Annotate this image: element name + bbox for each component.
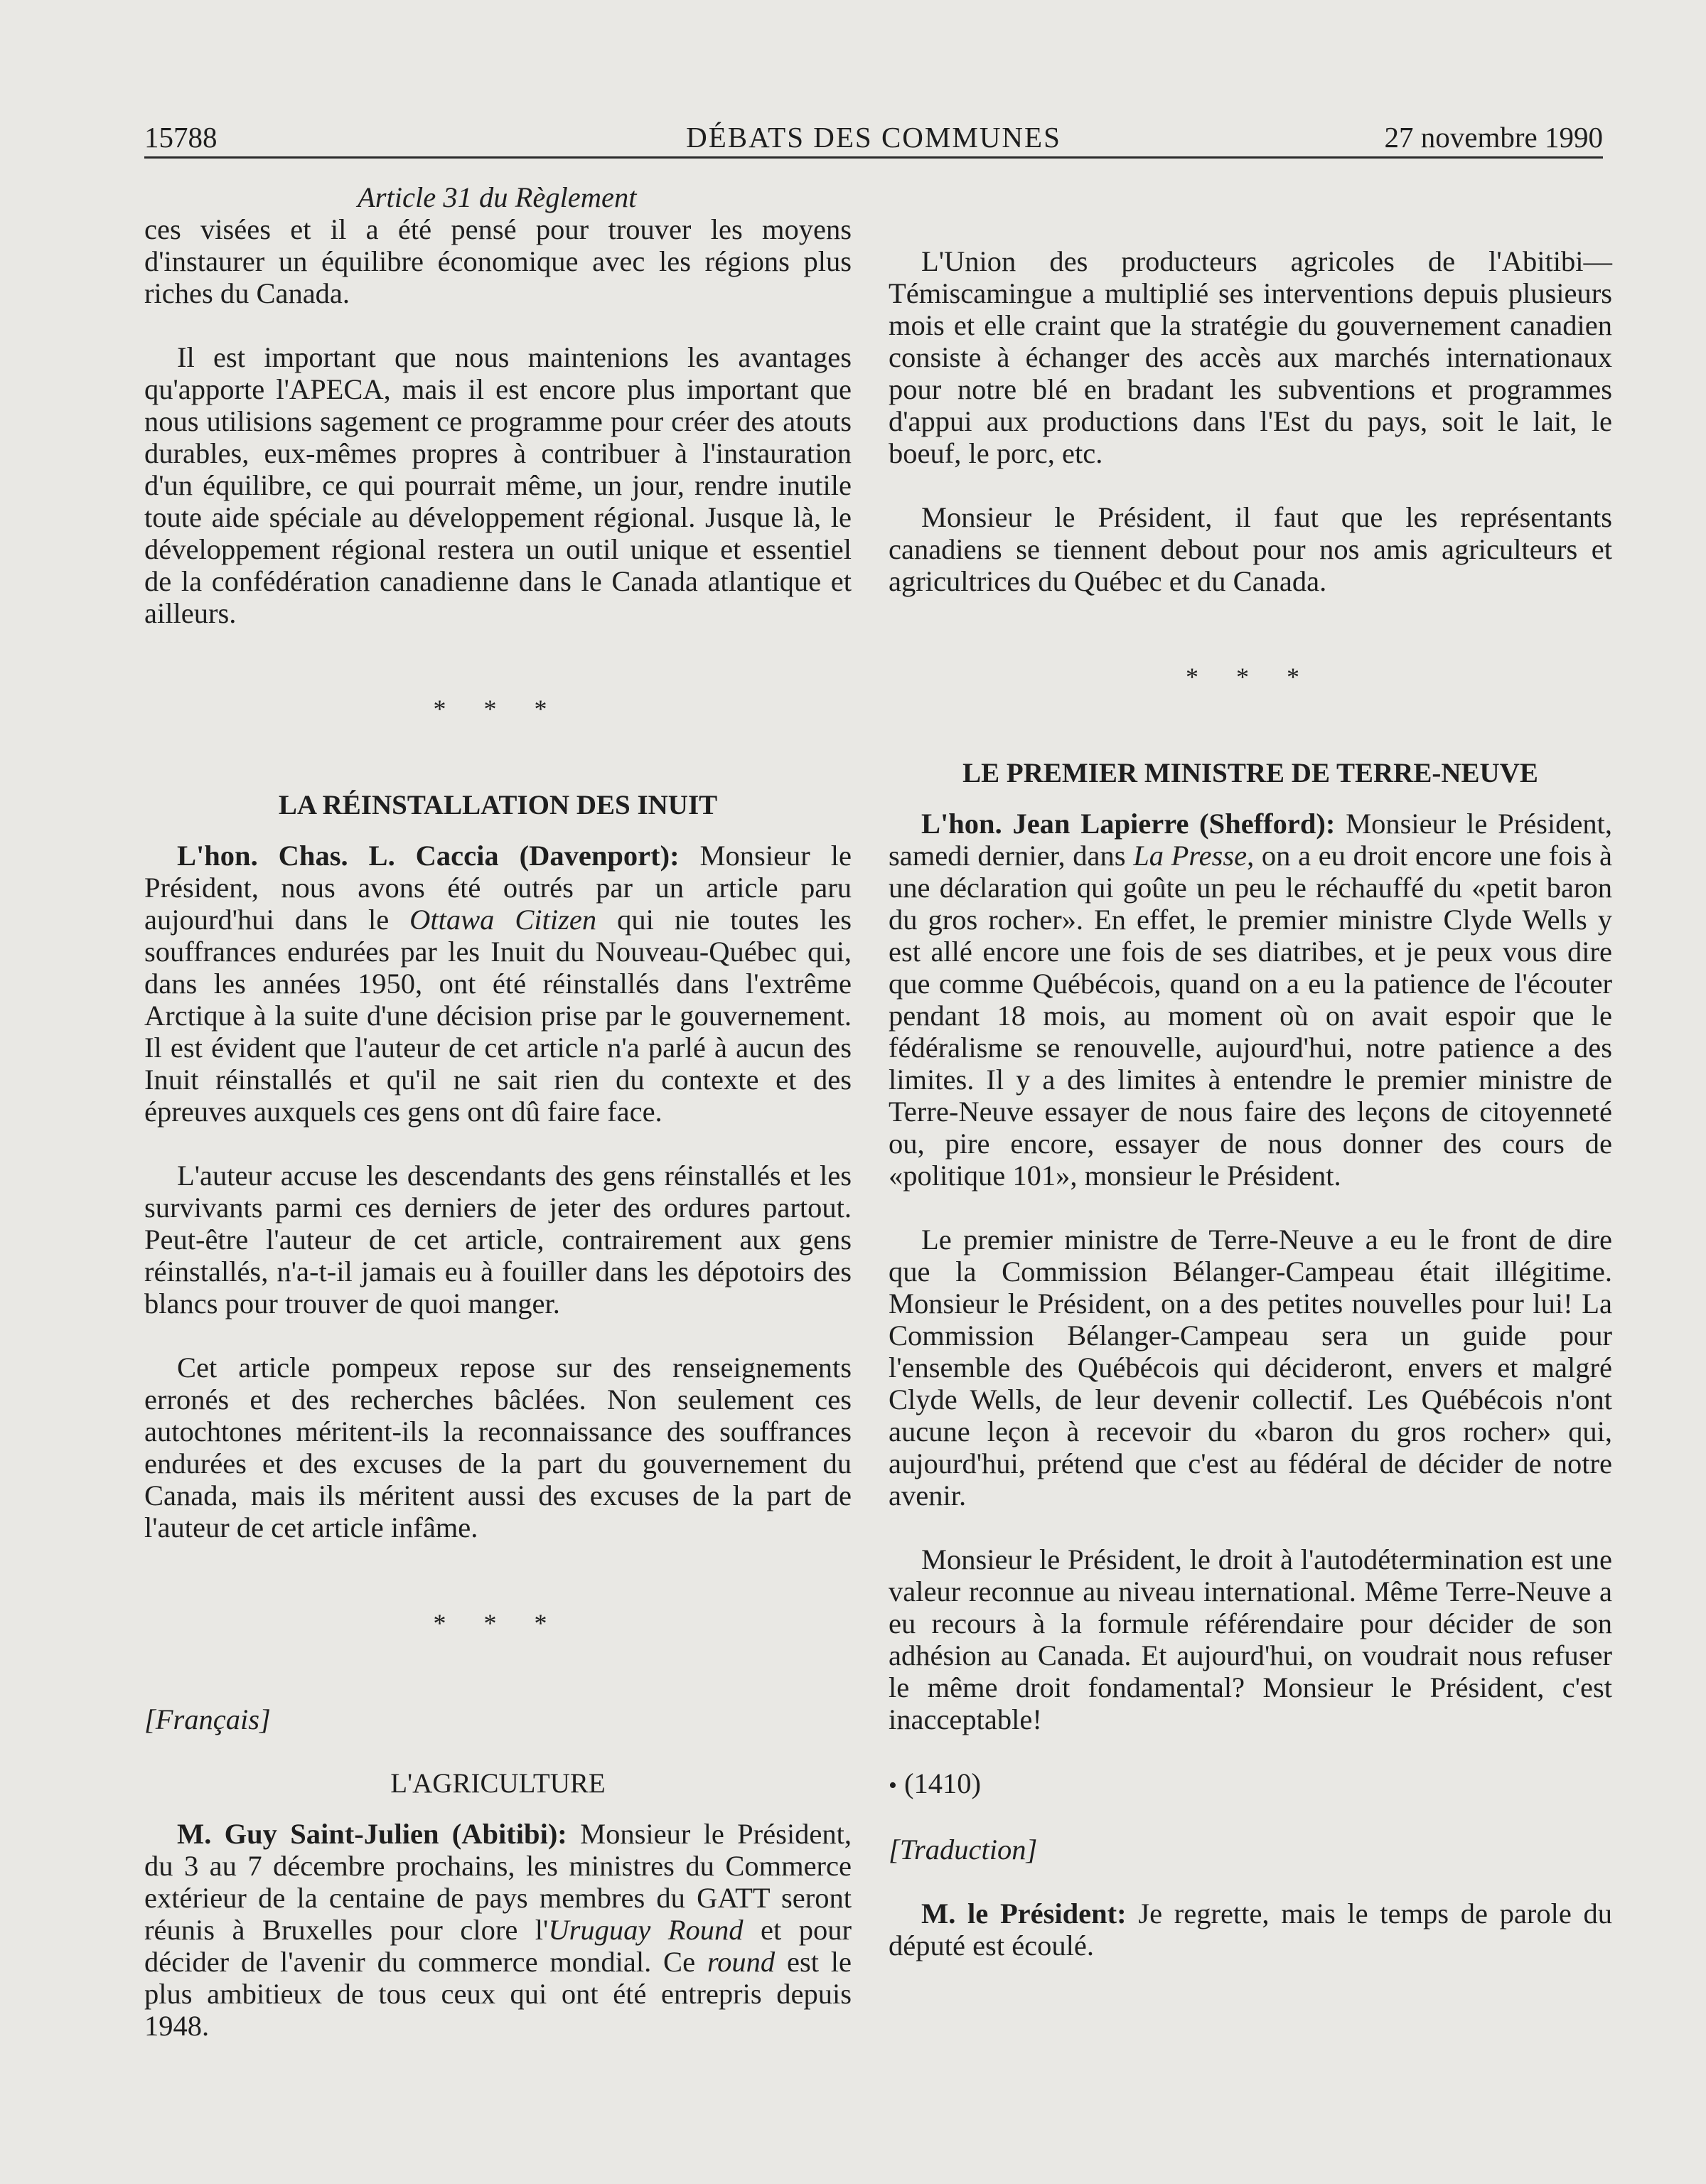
- statement-paragraph: L'hon. Jean Lapierre (Shefford): Monsieur le Président, samedi dernier, dans La Presse, on a eu droit encore une fois à une déclaration qui goûte un peu le réchauffé du «petit baron du gros rocher». En effet, le premier ministre Clyde Wells y est allé encore une fois de ses diatribes, et je peux vous dire que comme Québécois, quand on a eu la patience de l'écouter pendant 18 mois, au moment où on avait espoir que le fédéralisme se renouvelle, aujourd'hui, notre patience a des limites. Il y a des limites à entendre le premier ministre de Terre-Neuve essayer de nous faire des leçons de citoyenneté ou, pire encore, essayer de nous donner des cours de «politique 101», monsieur le Président.: [889, 808, 1613, 1192]
- section-heading: LA RÉINSTALLATION DES INUIT: [278, 790, 718, 820]
- page-header: [144, 112, 1603, 159]
- paragraph: Le premier ministre de Terre-Neuve a eu le front de dire que la Commission Bélanger-Campeau était illégitime. Monsieur le Président, on a des petites nouvelles pour lui! La Commission Bélanger-Campeau sera un guide pour l'ensemble des Québécois qui décideront, envers et malgré Clyde Wells, de leur devenir collectif. Les Québécois n'ont aucune leçon à recevoir du «baron du gros rocher» qui, aujourd'hui, prétend que c'est au fédéral de décider de notre avenir.: [889, 1224, 1612, 1511]
- publication-title: DÉBATS DES COMMUNES: [686, 121, 1061, 154]
- time-marker: • (1410): [889, 1767, 982, 1799]
- paragraph: Il est important que nous maintenions les avantages qu'apporte l'APECA, mais il est encore plus important que nous utilisions sagement ce programme pour créer des atouts durables, eux-mêmes propres à contribuer à l'instauration d'un équilibre, ce qui pourrait même, un jour, rendre inutile toute aide spéciale au développement régional. Jusque là, le développement régional restera un outil unique et essentiel de la confédération canadienne dans le Canada atlantique et ailleurs.: [144, 341, 852, 629]
- paragraph: Monsieur le Président, il faut que les représentants canadiens se tiennent debout pour nos amis agriculteurs et agricultrices du Québec et du Canada.: [889, 501, 1612, 597]
- section-separator: * * *: [433, 1609, 563, 1637]
- section-heading: L'AGRICULTURE: [390, 1768, 606, 1799]
- section-separator: * * *: [1186, 663, 1315, 691]
- speaker-name: M. Guy Saint-Julien (Abitibi):: [177, 1818, 567, 1850]
- speaker-name: L'hon. Chas. L. Caccia (Davenport):: [177, 840, 680, 872]
- paragraph: Cet article pompeux repose sur des renseignements erronés et des recherches bâclées. Non seulement ces autochtones méritent-ils la reconnaissance des souffrances endurées et des excuses de la part du gouvernement du Canada, mais ils méritent aussi des excuses de la part de l'auteur de cet article infâme.: [144, 1351, 852, 1543]
- speaker-name: M. le Président:: [921, 1897, 1127, 1929]
- language-note: [Français]: [144, 1703, 271, 1735]
- section-separator: * * *: [433, 695, 563, 723]
- statement-paragraph: M. Guy Saint-Julien (Abitibi): Monsieur le Président, du 3 au 7 décembre prochains, les ministres du Commerce extérieur de la centaine de pays membres du GATT seront réunis à Bruxelles pour clore l'Uruguay Round et pour décider de l'avenir du commerce mondial. Ce round est le plus ambitieux de tous ceux qui ont été entrepris depuis 1948.: [144, 1818, 852, 2042]
- right-column: [889, 181, 1612, 1961]
- statement-paragraph: L'hon. Chas. L. Caccia (Davenport): Monsieur le Président, nous avons été outrés par un article paru aujourd'hui dans le Ottawa Citizen qui nie toutes les souffrances endurées par les Inuit du Nouveau-Québec qui, dans les années 1950, ont été réinstallés dans l'extrême Arctique à la suite d'une décision prise par le gouvernement. Il est évident que l'auteur de cet article n'a parlé à aucun des Inuit réinstallés et qu'il ne sait rien du contexte et des épreuves auxquels ces gens ont dû faire face.: [144, 840, 852, 1128]
- page-number: 15788: [144, 121, 218, 154]
- paragraph: L'Union des producteurs agricoles de l'Abitibi—Témiscamingue a multiplié ses interventions depuis plusieurs mois et elle craint que la stratégie du gouvernement canadien consiste à échanger des accès aux marchés internationaux pour notre blé en bradant les subventions et programmes d'appui aux productions dans l'Est du pays, soit le lait, le boeuf, le porc, etc.: [889, 245, 1612, 469]
- publication-date: 27 novembre 1990: [1384, 121, 1603, 154]
- paragraph: L'auteur accuse les descendants des gens réinstallés et les survivants parmi ces derniers de jeter des ordures partout. Peut-être l'auteur de cet article, contrairement aux gens réinstallés, n'a-t-il jamais eu à fouiller dans les dépotoirs des blancs pour trouver de quoi manger.: [144, 1160, 852, 1320]
- language-note: [Traduction]: [889, 1834, 1038, 1866]
- paragraph: ces visées et il a été pensé pour trouver les moyens d'instaurer un équilibre économique avec les régions plus riches du Canada.: [144, 213, 852, 309]
- statement-paragraph: M. le Président: Je regrette, mais le temps de parole du député est écoulé.: [889, 1897, 1613, 1961]
- section-note: Article 31 du Règlement: [358, 181, 637, 213]
- bullet-icon: •: [889, 1772, 897, 1799]
- paragraph: Monsieur le Président, le droit à l'autodétermination est une valeur reconnue au niveau international. Même Terre-Neuve a eu recours à la formule référendaire pour décider de son adhésion au Canada. Et aujourd'hui, on voudrait nous refuser le même droit fondamental? Monsieur le Président, c'est inacceptable!: [889, 1543, 1612, 1735]
- left-column: [144, 181, 852, 2042]
- section-heading: LE PREMIER MINISTRE DE TERRE-NEUVE: [962, 758, 1538, 788]
- speaker-name: L'hon. Jean Lapierre (Shefford):: [921, 808, 1336, 840]
